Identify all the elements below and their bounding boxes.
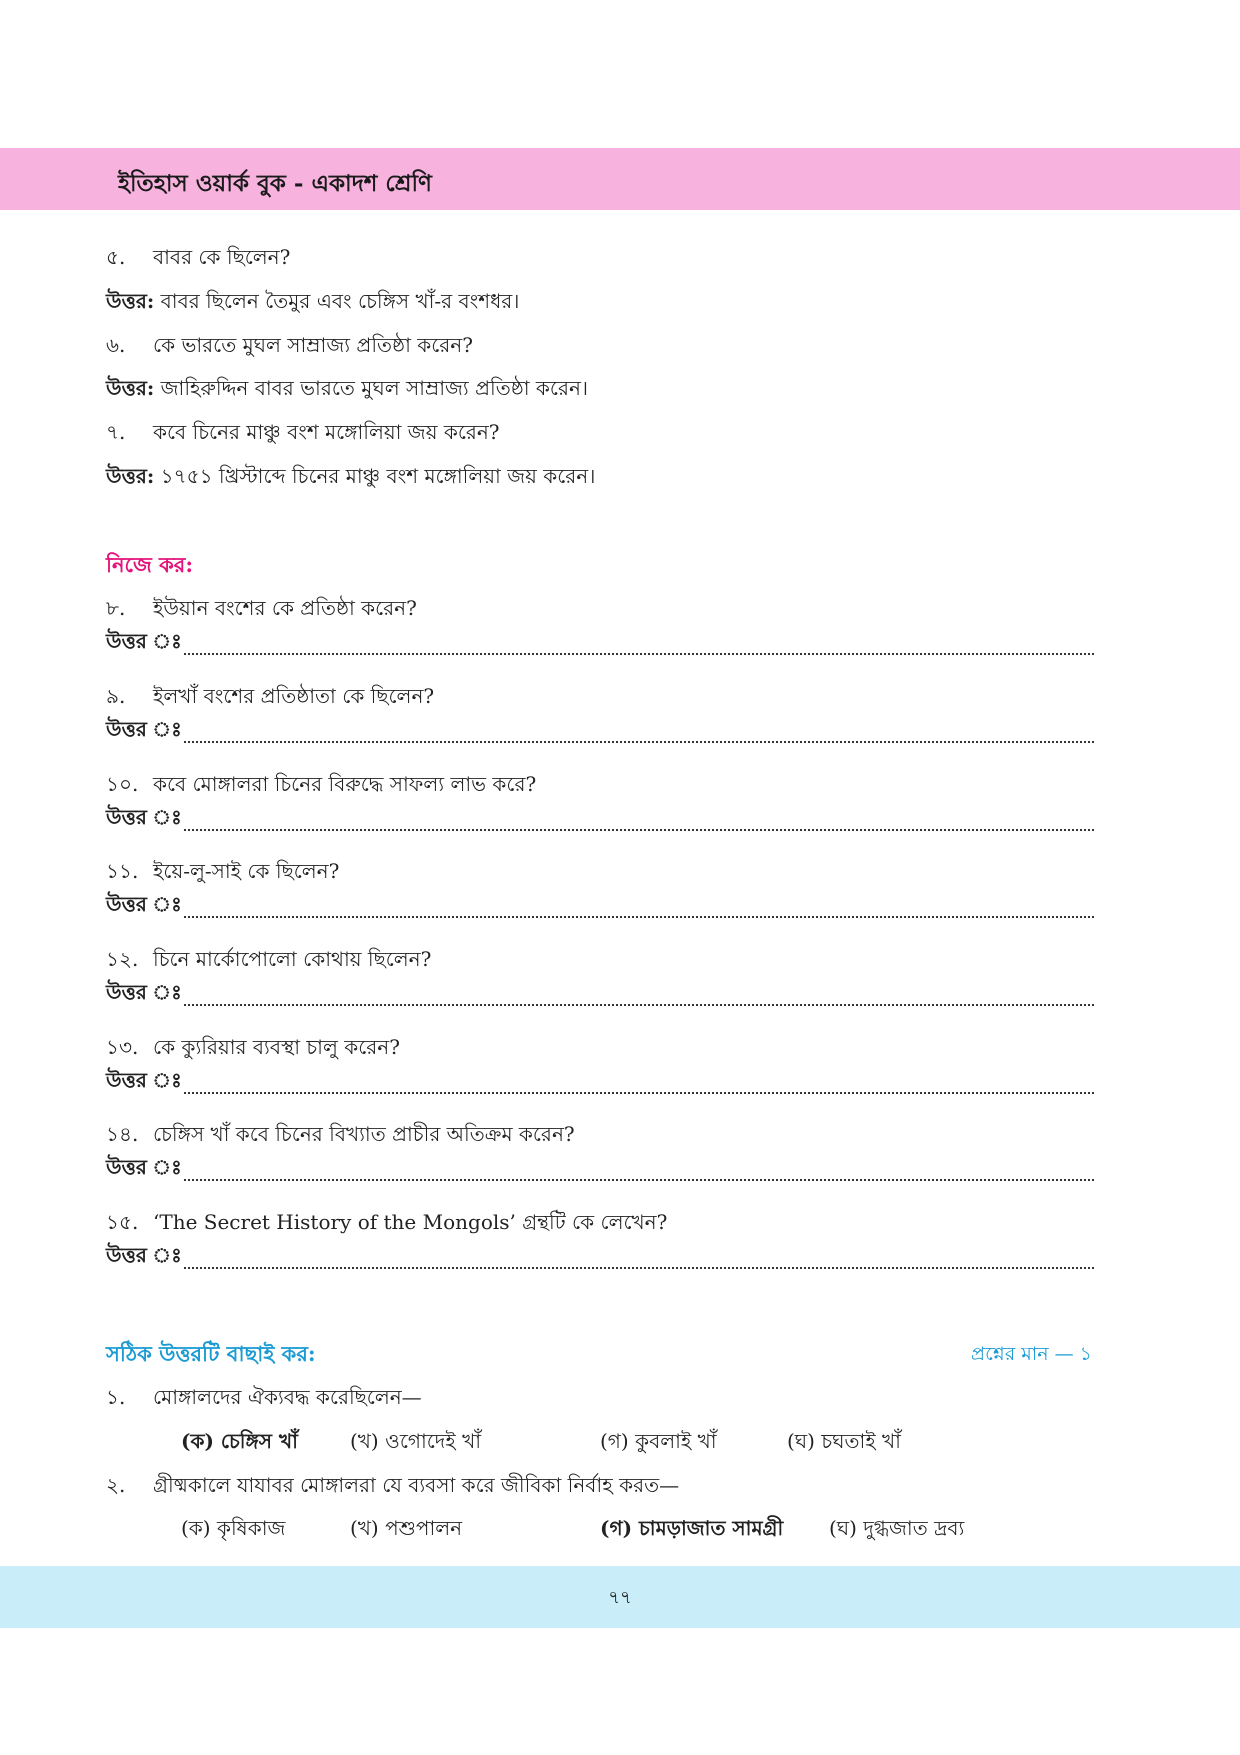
answer-field-13[interactable] [106,1068,1094,1099]
section-heading-practice: নিজে কর: [106,552,194,577]
answer-dotted-line [184,1003,1094,1006]
answer-dotted-line [184,740,1094,743]
question-number: ২. [106,1473,126,1497]
question-6 [106,331,473,364]
answer-label: উত্তর ঃ [106,1155,182,1179]
question-14 [106,1120,575,1153]
question-number: ১. [106,1385,126,1409]
answer-label: উত্তর ঃ [106,629,182,653]
answer-5 [106,287,519,320]
answer-label: উত্তর: [106,376,155,400]
question-text: গ্রীষ্মকালে যাযাবর মোঙ্গালরা যে ব্যবসা করে জীবিকা নির্বাহ করত— [153,1473,680,1497]
answer-label: উত্তর ঃ [106,805,182,829]
question-9 [106,682,434,715]
answer-dotted-line [184,1091,1094,1094]
question-text: কবে চিনের মাঞ্চু বংশ মঙ্গোলিয়া জয় করেন? [153,420,500,444]
answer-label: উত্তর ঃ [106,1068,182,1092]
question-10 [106,770,536,803]
question-13 [106,1033,400,1066]
question-number: ১৪. [106,1122,139,1146]
question-12 [106,945,431,978]
question-number: ১২. [106,947,139,971]
question-11 [106,857,339,890]
question-5 [106,243,290,276]
answer-dotted-line [184,915,1094,918]
mcq-question-2 [106,1471,679,1504]
question-15 [106,1208,667,1241]
question-text: কবে মোঙ্গালরা চিনের বিরুদ্ধে সাফল্য লাভ করে? [153,772,537,796]
answer-dotted-line [184,1266,1094,1269]
mcq-1-option-d[interactable]: (ঘ) চঘতাই খাঁ [787,1429,901,1453]
question-text: কে ক্যুরিয়ার ব্যবস্থা চালু করেন? [153,1035,400,1059]
question-text: বাবর কে ছিলেন? [153,245,291,269]
question-text: ইলখাঁ বংশের প্রতিষ্ঠাতা কে ছিলেন? [153,684,435,708]
page-header-title: ইতিহাস ওয়ার্ক বুক - একাদশ শ্রেণি [118,170,432,197]
answer-text: ১৭৫১ খ্রিস্টাব্দে চিনের মাঞ্চু বংশ মঙ্গোলিয়া জয় করেন। [154,464,596,488]
mcq-1-option-a[interactable]: (ক) চেঙ্গিস খাঁ [181,1429,298,1453]
question-text: মোঙ্গালদের ঐক্যবদ্ধ করেছিলেন— [153,1385,422,1409]
answer-field-8[interactable] [106,629,1094,660]
section-heading-mcq: সঠিক উত্তরটি বাছাই কর: [106,1341,316,1366]
answer-dotted-line [184,828,1094,831]
question-7 [106,418,500,451]
answer-label: উত্তর ঃ [106,892,182,916]
answer-label: উত্তর ঃ [106,1243,182,1267]
question-text: কে ভারতে মুঘল সাম্রাজ্য প্রতিষ্ঠা করেন? [153,333,473,357]
question-number: ১৫. [106,1210,139,1234]
question-text: ‘The Secret History of the Mongols’ গ্রন্থটি কে লেখেন? [153,1210,668,1234]
mcq-2-option-d[interactable]: (ঘ) দুগ্ধজাত দ্রব্য [829,1516,965,1540]
question-number: ৫. [106,245,126,269]
answer-7 [106,462,595,495]
answer-field-10[interactable] [106,805,1094,836]
mcq-2-option-b[interactable]: (খ) পশুপালন [350,1516,463,1540]
answer-label: উত্তর: [106,464,155,488]
answer-dotted-line [184,1178,1094,1181]
answer-label: উত্তর ঃ [106,980,182,1004]
answer-text: জাহিরুদ্দিন বাবর ভারতে মুঘল সাম্রাজ্য প্রতিষ্ঠা করেন। [154,376,589,400]
mcq-2-option-a[interactable]: (ক) কৃষিকাজ [181,1516,286,1540]
question-text: ইয়ে-লু-সাই কে ছিলেন? [153,859,340,883]
question-text: চিনে মার্কোপোলো কোথায় ছিলেন? [153,947,432,971]
question-8 [106,594,417,627]
question-number: ৮. [106,596,126,620]
question-number: ৯. [106,684,126,708]
question-number: ১১. [106,859,139,883]
answer-field-12[interactable] [106,980,1094,1011]
answer-6 [106,374,588,407]
question-number: ৭. [106,420,126,444]
marks-label: প্রশ্নের মান — ১ [970,1343,1092,1365]
answer-dotted-line [184,652,1094,655]
answer-field-9[interactable] [106,717,1094,748]
question-number: ১০. [106,772,139,796]
question-number: ১৩. [106,1035,139,1059]
mcq-2-option-c[interactable]: (গ) চামড়াজাত সামগ্রী [600,1516,784,1540]
mcq-1-option-b[interactable]: (খ) ওগোদেই খাঁ [350,1429,481,1453]
answer-label: উত্তর: [106,289,155,313]
page-number: ৭৭ [608,1587,632,1608]
question-text: ইউয়ান বংশের কে প্রতিষ্ঠা করেন? [153,596,417,620]
answer-field-11[interactable] [106,892,1094,923]
question-text: চেঙ্গিস খাঁ কবে চিনের বিখ্যাত প্রাচীর অতিক্রম করেন? [153,1122,575,1146]
question-number: ৬. [106,333,126,357]
answer-field-14[interactable] [106,1155,1094,1186]
answer-text: বাবর ছিলেন তৈমুর এবং চেঙ্গিস খাঁ-র বংশধর। [154,289,520,313]
answer-field-15[interactable] [106,1243,1094,1274]
answer-label: উত্তর ঃ [106,717,182,741]
mcq-1-option-c[interactable]: (গ) কুবলাই খাঁ [600,1429,717,1453]
mcq-question-1 [106,1383,422,1416]
